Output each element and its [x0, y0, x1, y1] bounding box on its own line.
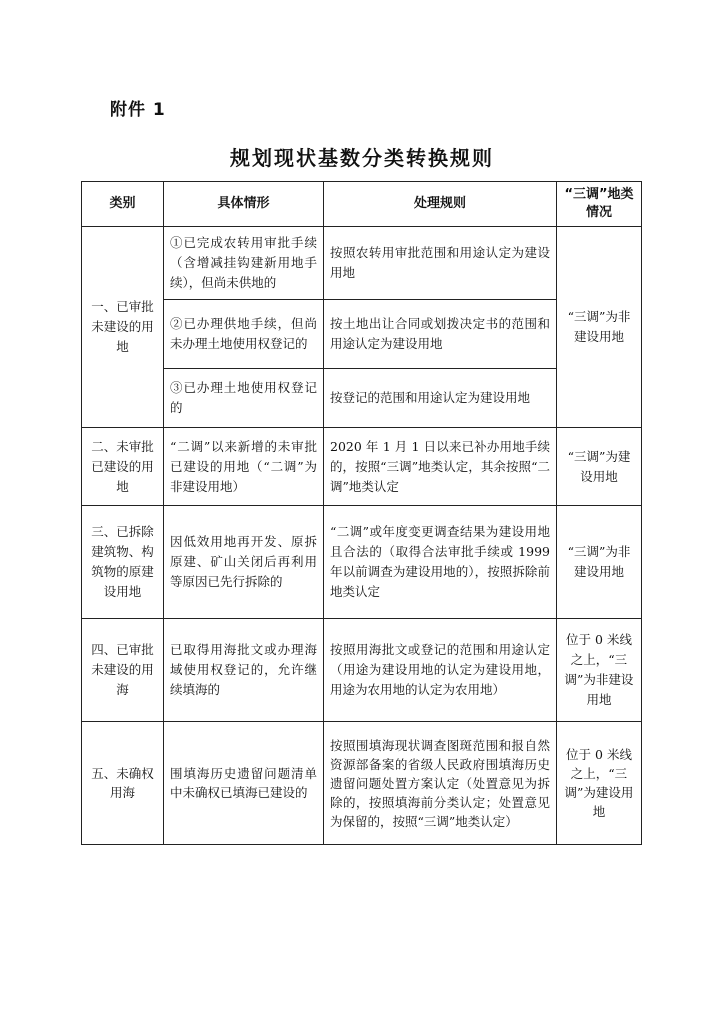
- situation-cell: ②已办理供地手续，但尚未办理土地使用权登记的: [164, 300, 324, 369]
- table-header-row: [82, 182, 642, 227]
- category-cell: 二、未审批已建设的用地: [82, 428, 164, 506]
- table-row: [82, 722, 642, 845]
- land-type-cell: 位于 0 米线之上，“三调”为非建设用地: [557, 619, 642, 722]
- land-type-cell: “三调”为非建设用地: [557, 506, 642, 619]
- situation-cell: ③已办理土地使用权登记的: [164, 369, 324, 428]
- situation-cell: 围填海历史遗留问题清单中未确权已填海已建设的: [164, 722, 324, 845]
- header-situation: 具体情形: [164, 182, 324, 227]
- document-title: 规划现状基数分类转换规则: [230, 146, 494, 170]
- situation-cell: “二调”以来新增的未审批已建设的用地（“二调”为非建设用地）: [164, 428, 324, 506]
- table-row: [82, 428, 642, 506]
- table-row: [82, 619, 642, 722]
- situation-cell: 已取得用海批文或办理海域使用权登记的，允许继续填海的: [164, 619, 324, 722]
- rule-cell: 按照农转用审批范围和用途认定为建设用地: [324, 227, 557, 300]
- header-rule: 处理规则: [324, 182, 557, 227]
- rule-cell: 按土地出让合同或划拨决定书的范围和用途认定为建设用地: [324, 300, 557, 369]
- situation-cell: 因低效用地再开发、原拆原建、矿山关闭后再利用等原因已先行拆除的: [164, 506, 324, 619]
- category-cell: 四、已审批未建设的用海: [82, 619, 164, 722]
- rule-cell: 按登记的范围和用途认定为建设用地: [324, 369, 557, 428]
- land-type-cell: “三调”为非建设用地: [557, 227, 642, 428]
- land-type-cell: “三调”为建设用地: [557, 428, 642, 506]
- situation-cell: ①已完成农转用审批手续（含增减挂钩建新用地手续），但尚未供地的: [164, 227, 324, 300]
- header-land-type: “三调”地类情况: [557, 182, 642, 227]
- rule-cell: 按照用海批文或登记的范围和用途认定（用途为建设用地的认定为建设用地，用途为农用地的认定为农用地）: [324, 619, 557, 722]
- rule-cell: 按照围填海现状调查图斑范围和报自然资源部备案的省级人民政府围填海历史遗留问题处置方案认定（处置意见为拆除的，按照填海前分类认定；处置意见为保留的，按照“三调”地类认定）: [324, 722, 557, 845]
- category-cell: 五、未确权用海: [82, 722, 164, 845]
- rule-cell: “二调”或年度变更调查结果为建设用地且合法的（取得合法审批手续或 1999 年以前调查为建设用地的），按照拆除前地类认定: [324, 506, 557, 619]
- land-type-cell: 位于 0 米线之上，“三调”为建设用地: [557, 722, 642, 845]
- conversion-rules-table: [81, 181, 642, 845]
- attachment-label: 附件 1: [110, 100, 166, 120]
- header-category: 类别: [82, 182, 164, 227]
- rule-cell: 2020 年 1 月 1 日以来已补办用地手续的，按照“三调”地类认定，其余按照“二调”地类认定: [324, 428, 557, 506]
- category-cell: 三、已拆除建筑物、构筑物的原建设用地: [82, 506, 164, 619]
- category-cell: 一、已审批未建设的用地: [82, 227, 164, 428]
- table-row: [82, 506, 642, 619]
- table-row: [82, 227, 642, 300]
